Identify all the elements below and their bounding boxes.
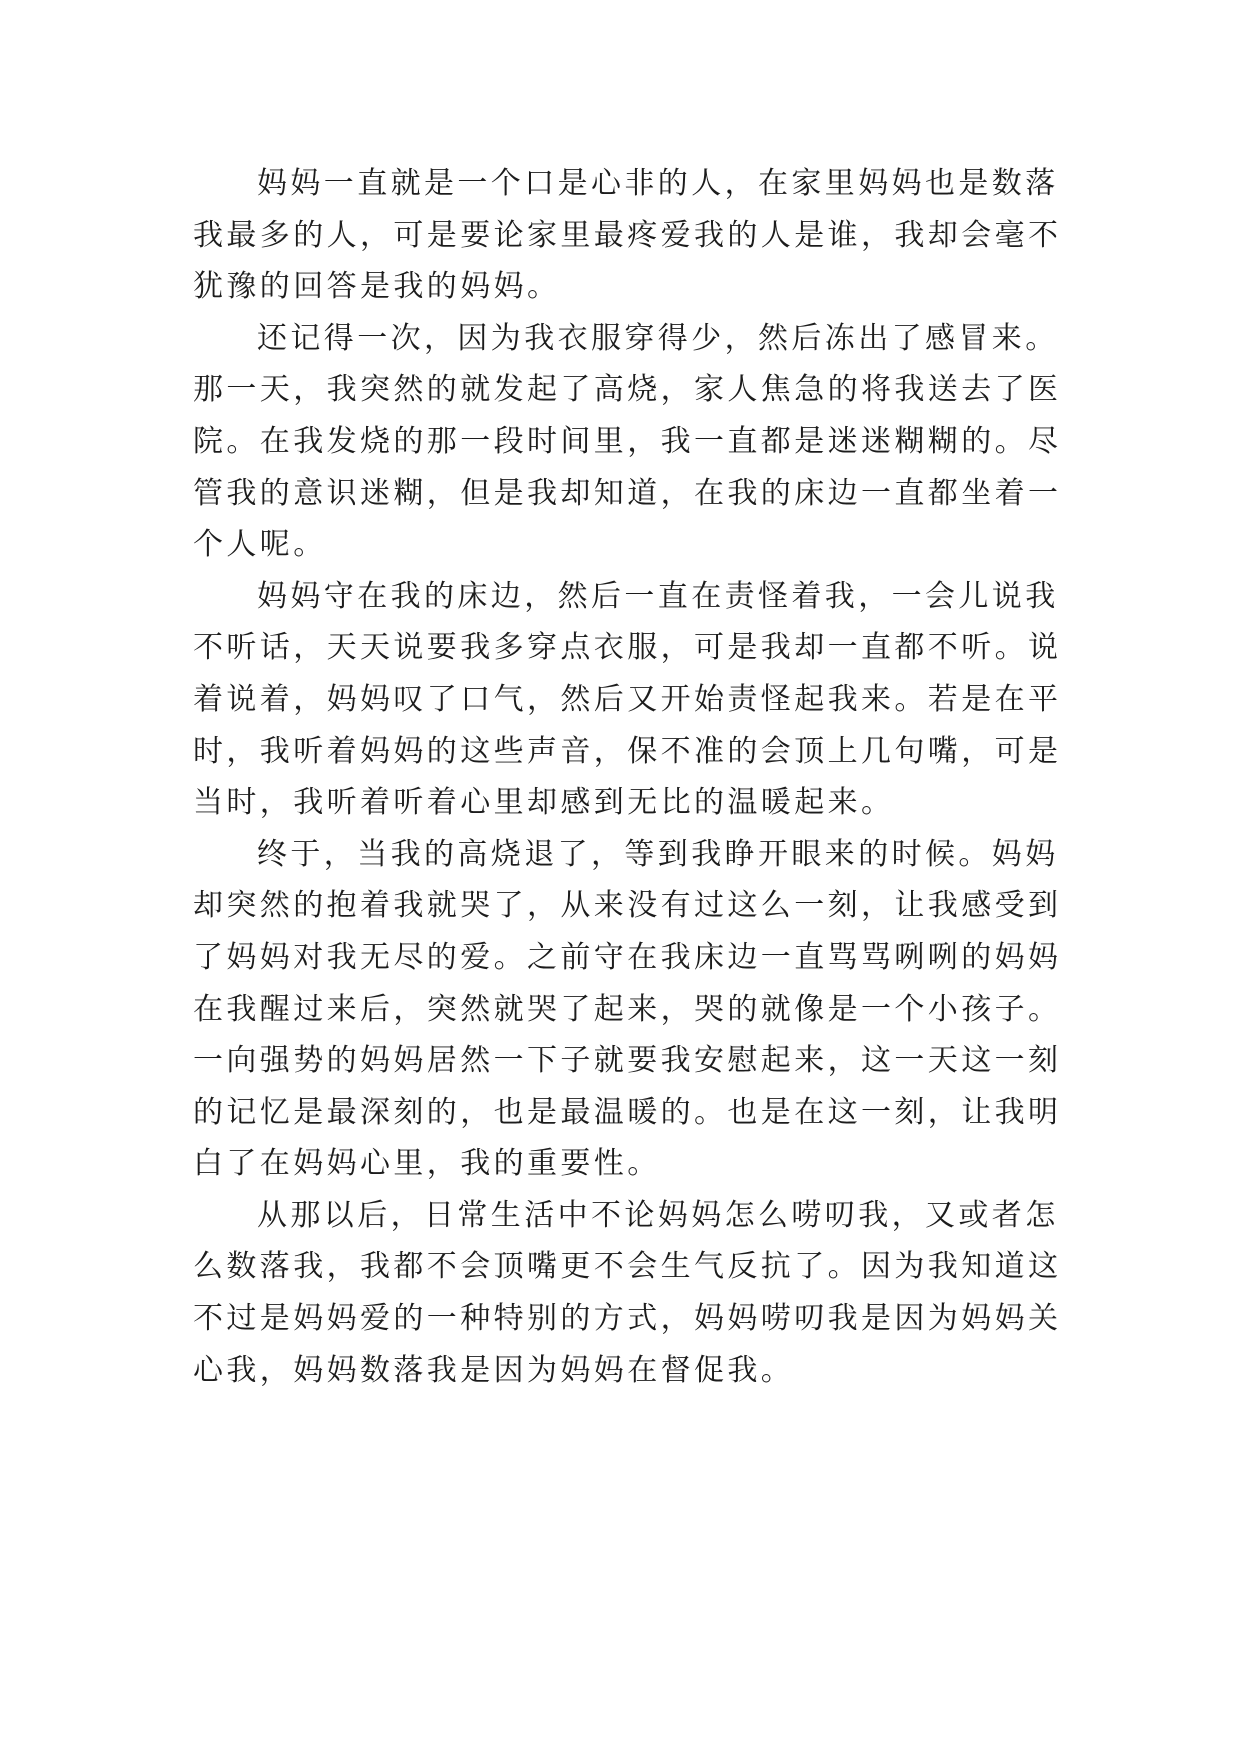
paragraph-4 <box>193 829 1062 1190</box>
paragraph-3 <box>193 571 1062 829</box>
text-line: 不听话，天天说要我多穿点衣服，可是我却一直都不听。说 <box>193 630 1062 666</box>
text-line: 不过是妈妈爱的一种特别的方式，妈妈唠叨我是因为妈妈关 <box>193 1301 1062 1337</box>
text-line: 终于，当我的高烧退了，等到我睁开眼来的时候。妈妈 <box>257 836 1059 872</box>
text-line: 么数落我，我都不会顶嘴更不会生气反抗了。因为我知道这 <box>193 1249 1062 1285</box>
text-line: 那一天，我突然的就发起了高烧，家人焦急的将我送去了医 <box>193 372 1062 408</box>
text-line: 白了在妈妈心里，我的重要性。 <box>193 1146 661 1182</box>
text-line: 从那以后，日常生活中不论妈妈怎么唠叨我，又或者怎 <box>257 1197 1059 1233</box>
text-line: 却突然的抱着我就哭了，从来没有过这么一刻，让我感受到 <box>193 888 1062 924</box>
text-line: 妈妈一直就是一个口是心非的人，在家里妈妈也是数落 <box>257 166 1059 201</box>
text-line: 在我醒过来后，突然就哭了起来，哭的就像是一个小孩子。 <box>193 991 1062 1027</box>
text-line: 当时，我听着听着心里却感到无比的温暖起来。 <box>193 785 895 821</box>
paragraph-5 <box>193 1190 1062 1396</box>
paragraph-2 <box>193 313 1062 571</box>
text-line: 我最多的人，可是要论家里最疼爱我的人是谁，我却会毫不 <box>193 217 1062 253</box>
text-line: 心我，妈妈数落我是因为妈妈在督促我。 <box>193 1352 795 1388</box>
text-line: 妈妈守在我的床边，然后一直在责怪着我，一会儿说我 <box>257 578 1059 614</box>
text-line: 院。在我发烧的那一段时间里，我一直都是迷迷糊糊的。尽 <box>193 423 1062 459</box>
text-line: 时，我听着妈妈的这些声音，保不准的会顶上几句嘴，可是 <box>193 733 1062 769</box>
paragraph-1 <box>193 158 1062 313</box>
document-body <box>193 158 1062 1396</box>
text-line: 管我的意识迷糊，但是我却知道，在我的床边一直都坐着一 <box>193 475 1062 511</box>
text-line: 个人呢。 <box>193 527 327 563</box>
text-line: 犹豫的回答是我的妈妈。 <box>193 269 561 305</box>
text-line: 了妈妈对我无尽的爱。之前守在我床边一直骂骂咧咧的妈妈 <box>193 939 1062 975</box>
text-line: 还记得一次，因为我衣服穿得少，然后冻出了感冒来。 <box>257 320 1059 356</box>
text-line: 的记忆是最深刻的，也是最温暖的。也是在这一刻，让我明 <box>193 1094 1062 1130</box>
text-line: 着说着，妈妈叹了口气，然后又开始责怪起我来。若是在平 <box>193 681 1062 717</box>
text-line: 一向强势的妈妈居然一下子就要我安慰起来，这一天这一刻 <box>193 1043 1062 1079</box>
